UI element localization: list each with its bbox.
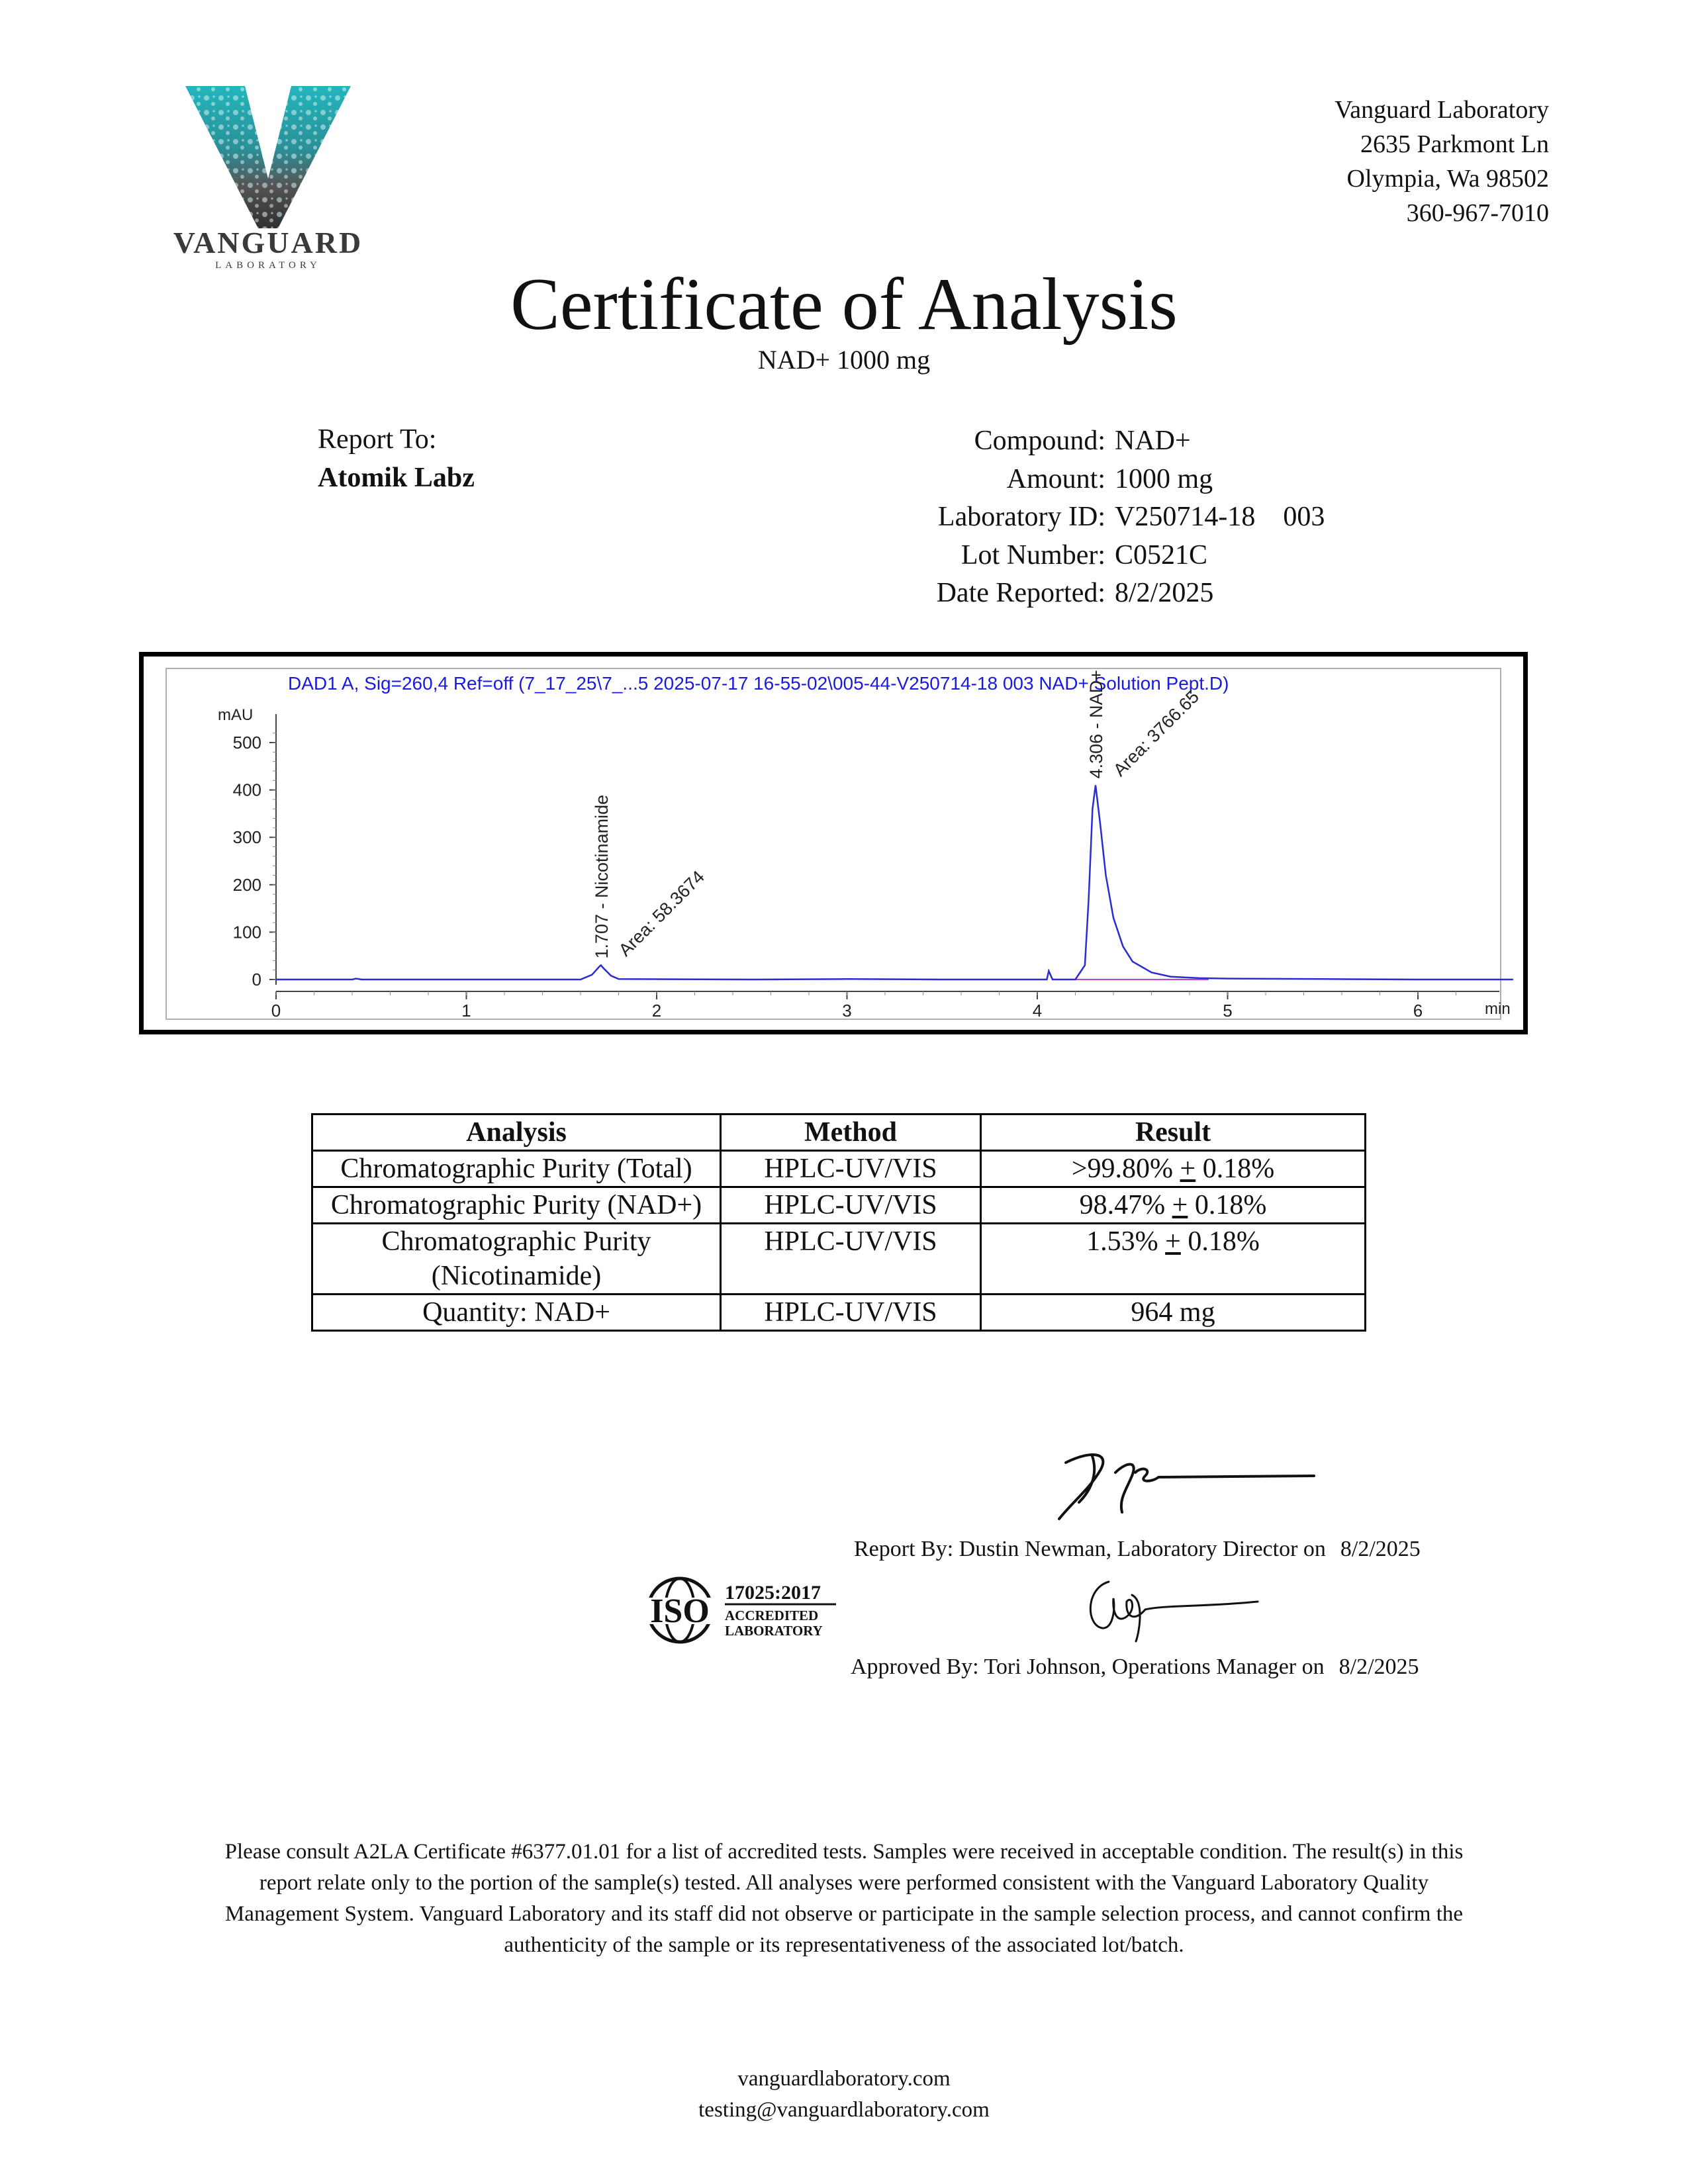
peak-labels: [592, 670, 1203, 960]
info-value: 1000 mg: [1115, 463, 1213, 494]
x-tick-label: 1: [461, 1001, 471, 1021]
report-by-date: 8/2/2025: [1340, 1537, 1421, 1561]
chromatogram-frame: [139, 652, 1528, 1034]
analysis-text: Chromatographic Purity (Total): [340, 1154, 692, 1184]
plus-minus: +: [1165, 1226, 1181, 1257]
approved-by-date: 8/2/2025: [1338, 1655, 1419, 1679]
result-uncertainty: 0.18%: [1180, 1226, 1260, 1257]
result-value: 1.53%: [1086, 1226, 1166, 1257]
vanguard-logo: [159, 79, 377, 271]
x-tick-label: 2: [651, 1001, 662, 1021]
footer-email[interactable]: testing@vanguardlaboratory.com: [698, 2098, 990, 2122]
footer: [0, 2064, 1688, 2126]
logo-name: VANGUARD: [173, 226, 363, 259]
result-cell: [981, 1295, 1366, 1331]
info-row-compound: [861, 422, 1325, 461]
disclaimer-line: authenticity of the sample or its representativeness of the associated lot/batch.: [504, 1933, 1184, 1957]
approved-by-text: Approved By: Tori Johnson, Operations Manager on: [851, 1655, 1325, 1679]
result-value: >99.80%: [1071, 1154, 1180, 1184]
info-row-laboratory-id: [861, 498, 1325, 537]
x-tick-label: 4: [1032, 1001, 1043, 1021]
iso-accreditation-badge: [639, 1574, 837, 1647]
chromatogram-header: DAD1 A, Sig=260,4 Ref=off (7_17_25\7_...5 2025-07-17 16-55-02\005-44-V250714-18 003 NAD+ Solution Pept.D): [288, 673, 1229, 694]
plus-minus: +: [1172, 1190, 1188, 1220]
result-value: 98.47%: [1079, 1190, 1172, 1220]
lab-phone: 360-967-7010: [1406, 199, 1549, 227]
manager-signature: [1072, 1569, 1271, 1648]
result-cell: [981, 1187, 1366, 1224]
info-row-date-reported: [861, 574, 1325, 613]
y-tick-label: 100: [232, 922, 261, 942]
report-by-text: Report By: Dustin Newman, Laboratory Director on: [854, 1537, 1326, 1561]
header-analysis: Analysis: [312, 1115, 721, 1151]
x-tick-label: 3: [842, 1001, 852, 1021]
disclaimer-line: Management System. Vanguard Laboratory and its staff did not observe or participate in the sample selection process, and cannot confirm the: [224, 1902, 1464, 1926]
analysis-text: Chromatographic Purity (NAD+): [330, 1190, 702, 1220]
header-result: Result: [981, 1115, 1366, 1151]
trace-layer: [276, 785, 1513, 979]
info-value: C0521C: [1115, 539, 1208, 570]
iso-standard: 17025:2017: [725, 1582, 821, 1604]
plus-minus: +: [1180, 1154, 1196, 1184]
director-signature: [1053, 1436, 1324, 1529]
x-unit-label: min: [1485, 1000, 1511, 1018]
disclaimer-line: Please consult A2LA Certificate #6377.01.01 for a list of accredited tests. Samples were received in acceptable condition. The result(s) in this: [224, 1840, 1464, 1864]
peak-area-label: Area: 3766.65: [1109, 686, 1203, 780]
lab-name: Vanguard Laboratory: [1335, 96, 1549, 124]
table-row: [312, 1295, 1366, 1331]
table-row: [312, 1187, 1366, 1224]
info-value: NAD+: [1115, 426, 1191, 456]
y-tick-label: 400: [232, 780, 261, 800]
method-cell: HPLC-UV/VIS: [721, 1187, 981, 1224]
lab-city: Olympia, Wa 98502: [1346, 165, 1549, 193]
y-unit-label: mAU: [218, 706, 254, 724]
disclaimer-line: report relate only to the portion of the sample(s) tested. All analyses were performed consistent with the Vanguard Laboratory Quality: [259, 1871, 1429, 1895]
info-value: 8/2/2025: [1115, 578, 1214, 608]
result-uncertainty: 0.18%: [1188, 1190, 1267, 1220]
sample-info: [861, 422, 1325, 613]
info-label: Date Reported:: [936, 578, 1105, 608]
report-to-name: Atomik Labz: [318, 463, 475, 493]
result-uncertainty: 0.18%: [1196, 1154, 1275, 1184]
analysis-cell: [312, 1295, 721, 1331]
logo-graphic: [159, 79, 377, 271]
result-cell: [981, 1224, 1366, 1295]
iso-line2: LABORATORY: [725, 1623, 823, 1639]
method-cell: HPLC-UV/VIS: [721, 1295, 981, 1331]
page-subtitle: NAD+ 1000 mg: [757, 345, 931, 375]
method-cell: HPLC-UV/VIS: [721, 1151, 981, 1187]
result-value: 964 mg: [1131, 1297, 1215, 1328]
y-tick-label: 200: [232, 874, 261, 895]
page-title: Certificate of Analysis: [510, 263, 1178, 345]
table-row: [312, 1151, 1366, 1187]
disclaimer: [152, 1837, 1536, 1961]
chromatogram-trace: [276, 785, 1513, 979]
analysis-cell: [312, 1224, 721, 1295]
report-to-label: Report To:: [318, 424, 437, 455]
results-table: [311, 1113, 1366, 1332]
info-label: Compound:: [974, 426, 1105, 456]
lab-address: [1335, 93, 1549, 230]
plot-border: [166, 668, 1501, 1019]
info-label: Amount:: [1006, 463, 1105, 494]
iso-mark: ISO: [650, 1592, 710, 1630]
peak-label: 1.707 - Nicotinamide: [591, 794, 612, 959]
result-cell: [981, 1151, 1366, 1187]
peak-label: 4.306 - NAD+: [1086, 670, 1106, 779]
analysis-text-line2: (Nicotinamide): [431, 1261, 602, 1291]
method-cell: HPLC-UV/VIS: [721, 1224, 981, 1295]
axes: [233, 714, 1499, 1021]
analysis-cell: [312, 1187, 721, 1224]
y-tick-label: 300: [232, 827, 261, 848]
header-method: Method: [721, 1115, 981, 1151]
x-tick-label: 5: [1223, 1001, 1233, 1021]
logo-tagline: LABORATORY: [215, 260, 321, 271]
peak-area-label: Area: 58.3674: [614, 866, 708, 960]
approved-by-line: [851, 1655, 1419, 1680]
x-tick-label: 0: [271, 1001, 281, 1021]
y-tick-label: 500: [232, 733, 261, 752]
table-header-row: [312, 1115, 1366, 1151]
info-row-amount: [861, 461, 1325, 499]
info-value: V250714-18 003: [1115, 502, 1325, 532]
info-label: Laboratory ID:: [937, 502, 1105, 532]
analysis-cell: [312, 1151, 721, 1187]
info-label: Lot Number:: [961, 539, 1105, 570]
analysis-text: Chromatographic Purity: [381, 1226, 651, 1257]
footer-website[interactable]: vanguardlaboratory.com: [737, 2067, 951, 2091]
report-by-line: [854, 1537, 1421, 1562]
chromatogram-chart: [144, 657, 1523, 1030]
table-row: [312, 1224, 1366, 1295]
lab-street: 2635 Parkmont Ln: [1360, 130, 1549, 158]
x-tick-label: 6: [1413, 1001, 1423, 1021]
analysis-text: Quantity: NAD+: [422, 1297, 610, 1328]
iso-line1: ACCREDITED: [725, 1608, 819, 1623]
y-tick-label: 0: [252, 970, 261, 989]
info-row-lot-number: [861, 537, 1325, 575]
